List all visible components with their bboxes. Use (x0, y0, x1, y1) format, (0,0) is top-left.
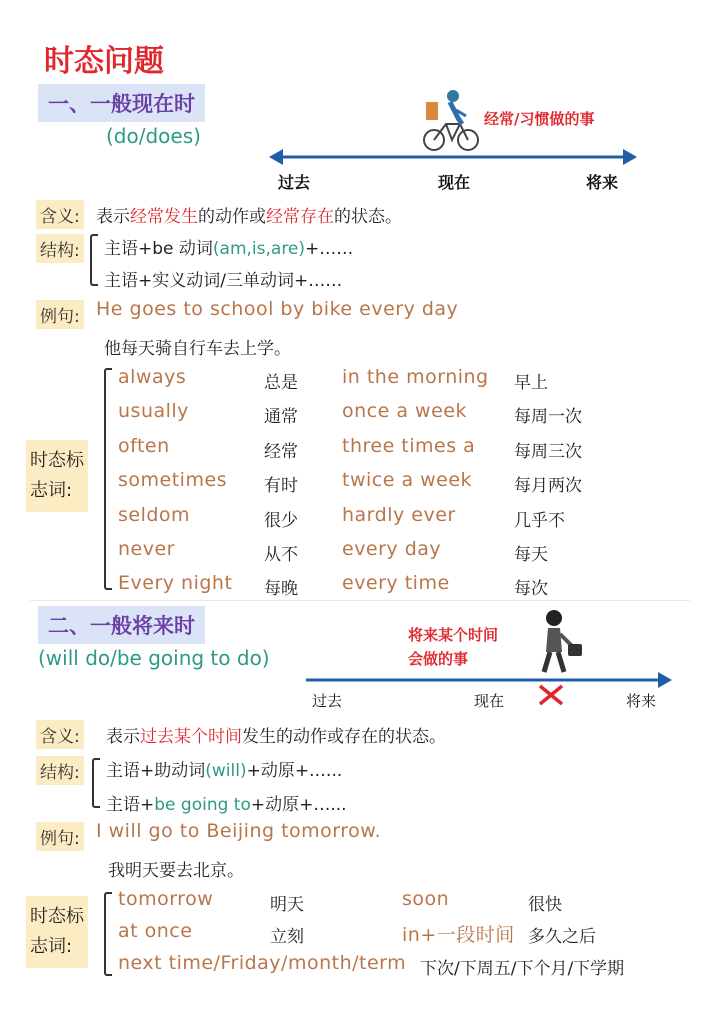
section2-structure-line1: 主语+助动词(will)+动原+.….. (106, 761, 343, 781)
marker-cn-2: 每周三次 (514, 441, 582, 462)
marker-en: never (118, 538, 175, 560)
marker-cn: 从不 (264, 545, 298, 565)
section1-timeline-note: 经常/习惯做的事 (484, 110, 595, 128)
section2-marker-last-en: next time/Friday/month/term (118, 952, 407, 974)
marker-cn-2: 很快 (528, 895, 562, 915)
marker-cn-2: 每次 (514, 579, 548, 600)
section2-heading: 二、一般将来时 (38, 606, 205, 644)
timeline1-future: 将来 (586, 173, 619, 192)
timeline2-future: 将来 (626, 692, 657, 710)
section2-example-label: 例句: (36, 822, 84, 851)
marker-cn-2: 每周一次 (514, 407, 582, 428)
section2-markers-label: 时态标 志词: (26, 896, 88, 968)
section1-structure-line1: 主语+be 动词(am,is,are)+…… (104, 239, 354, 259)
marker-cn-2: 早上 (514, 373, 548, 393)
section2-structure-label: 结构: (36, 756, 84, 785)
marker-en: sometimes (118, 469, 228, 492)
marker-cn-2: 每月两次 (514, 476, 582, 497)
marker-cn-2: 每天 (514, 545, 548, 565)
marker-en: tomorrow (118, 888, 214, 910)
section2-timeline-note2: 会做的事 (408, 650, 469, 668)
timeline1-past: 过去 (278, 173, 311, 192)
section1-example-cn: 他每天骑自行车去上学。 (104, 339, 291, 359)
section1-structure-brace (90, 234, 98, 286)
marker-en: often (118, 434, 170, 457)
timeline2-now: 现在 (474, 692, 505, 710)
section2-structure-brace (92, 758, 100, 808)
section1-markers-brace (104, 368, 112, 590)
marker-en-2: every time (342, 572, 450, 595)
marker-cn: 通常 (264, 407, 298, 428)
timeline2-past: 过去 (312, 692, 343, 710)
timeline1-now: 现在 (438, 173, 471, 192)
section2-timeline-note1: 将来某个时间 (408, 626, 499, 644)
section1-example-label: 例句: (36, 300, 84, 329)
marker-cn-2: 几乎不 (514, 510, 565, 531)
section2-marker-last-cn: 下次/下周五/下个月/下学期 (420, 959, 625, 979)
section1-structure-line2: 主语+实义动词/三单动词+…… (104, 271, 343, 291)
marker-en: at once (118, 920, 193, 942)
marker-en: always (118, 366, 187, 388)
section2-example-cn: 我明天要去北京。 (108, 861, 244, 881)
section2-example-en: I will go to Beijing tomorrow. (96, 820, 382, 842)
marker-en-2: in+一段时间 (402, 924, 515, 946)
section2-meaning-label: 含义: (36, 720, 84, 749)
marker-en: Every night (118, 572, 233, 595)
section1-example-en: He goes to school by bike every day (96, 298, 459, 320)
section1-heading: 一、一般现在时 (38, 84, 205, 122)
marker-cn: 总是 (264, 373, 298, 393)
marker-en: usually (118, 400, 189, 423)
section2-structure-line2: 主语+be going to+动原+…... (106, 795, 347, 815)
section2-meaning: 表示过去某个时间发生的动作或存在的状态。 (106, 727, 446, 747)
businessman-icon (534, 608, 586, 676)
marker-en-2: every day (342, 538, 442, 560)
marker-en-2: in the morning (342, 366, 489, 388)
marker-cn: 明天 (270, 895, 304, 915)
section2-form: (will do/be going to do) (38, 646, 270, 670)
section1-form: (do/does) (106, 124, 201, 148)
page-title: 时态问题 (44, 44, 164, 79)
section1-markers-label: 时态标 志词: (26, 440, 88, 512)
marker-en-2: soon (402, 888, 450, 910)
marker-cn: 很少 (264, 510, 298, 531)
cyclist-icon (420, 88, 482, 154)
section1-meaning-label: 含义: (36, 200, 84, 229)
marker-en-2: once a week (342, 400, 467, 423)
marker-cn: 立刻 (270, 927, 304, 947)
marker-cn: 有时 (264, 476, 298, 497)
marker-en-2: hardly ever (342, 503, 456, 526)
section1-structure-label: 结构: (36, 234, 84, 263)
marker-en: seldom (118, 503, 191, 526)
section2-markers-brace (104, 892, 112, 976)
marker-cn-2: 多久之后 (528, 927, 596, 947)
section1-meaning: 表示经常发生的动作或经常存在的状态。 (96, 207, 402, 227)
marker-cn: 经常 (264, 441, 298, 462)
marker-en-2: twice a week (342, 469, 473, 492)
section-divider (30, 600, 690, 601)
marker-en-2: three times a (342, 434, 476, 457)
marker-cn: 每晚 (264, 579, 298, 600)
